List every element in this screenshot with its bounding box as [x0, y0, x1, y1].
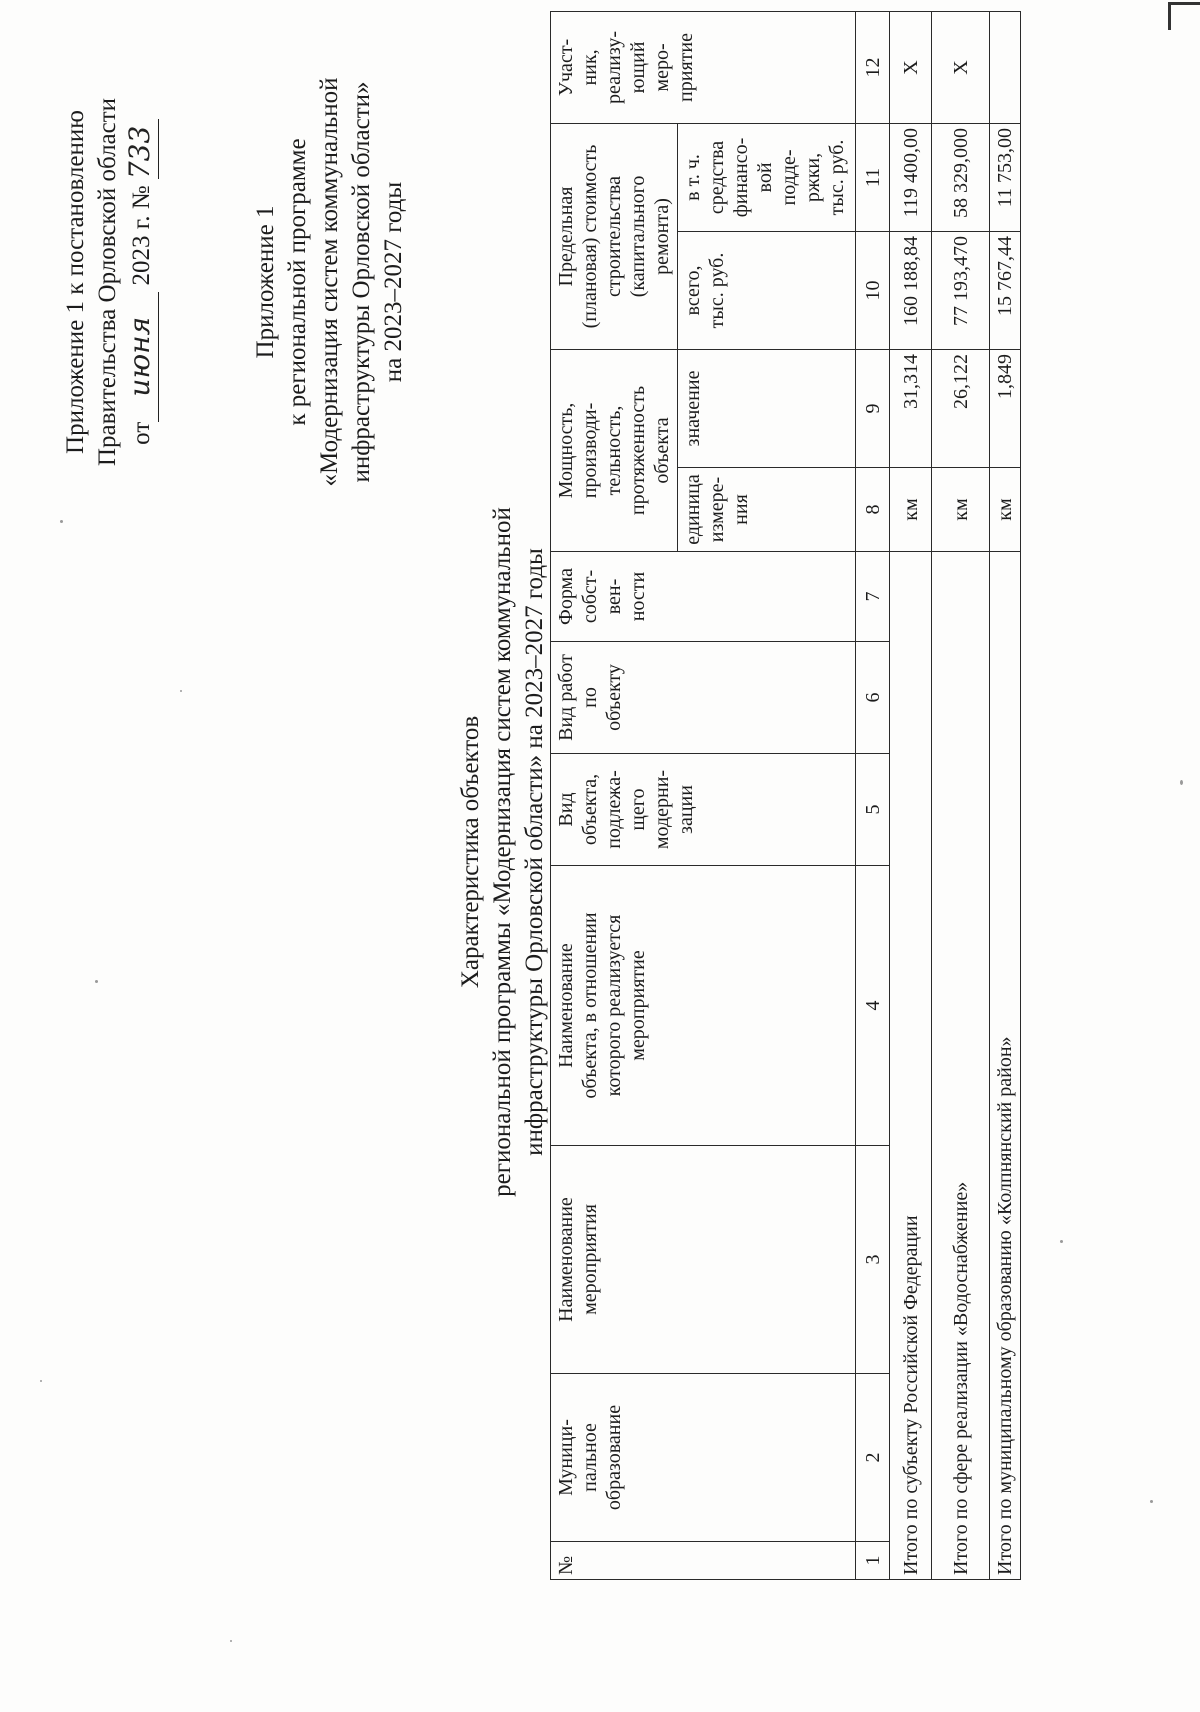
- column-number-2: 2: [856, 1374, 890, 1542]
- header-work-type: Вид работ по объекту: [551, 642, 856, 754]
- total-unit: км: [890, 468, 932, 552]
- handwritten-date: [124, 292, 159, 422]
- scan-corner-mark: [1168, 2, 1200, 5]
- total-label: Итого по сфере реализации «Водоснабжение»: [932, 552, 990, 1580]
- appendix-line-5: на 2023–2027 годы: [380, 181, 407, 383]
- handwritten-date-text: июня: [123, 316, 156, 397]
- scan-speck: [40, 1380, 42, 1382]
- table-row: [990, 11, 1021, 1579]
- total-cost: 15 767,44: [990, 231, 1021, 349]
- column-number-5: 5: [856, 754, 890, 866]
- column-number-3: 3: [856, 1146, 890, 1374]
- total-cost: 160 188,84: [890, 231, 932, 349]
- total-value: 26,122: [932, 349, 990, 467]
- column-number-8: 8: [856, 468, 890, 552]
- title-line-1: Характеристика объектов: [457, 715, 484, 989]
- approval-line-2: Правительства Орловской области: [94, 97, 121, 467]
- approval-date-prefix: от: [128, 421, 155, 445]
- header-municipality: Муници- пальное образование: [551, 1374, 856, 1542]
- total-value: 31,314: [890, 349, 932, 467]
- scan-speck: [230, 1640, 232, 1642]
- header-ownership: Форма собст- вен- ности: [551, 552, 856, 642]
- total-participant: Х: [932, 11, 990, 123]
- approval-line-3: [124, 32, 159, 532]
- scan-speck: [95, 980, 98, 983]
- header-cost: Предельная (плановая) стоимость строительства (капитального ремонта): [551, 123, 678, 349]
- scan-speck: [180, 690, 182, 692]
- title-line-2: региональной программы «Модернизация систем коммунальной: [489, 507, 516, 1197]
- column-number-12: 12: [856, 11, 890, 123]
- scan-corner-mark: [1168, 2, 1171, 30]
- table-row: [890, 11, 932, 1579]
- header-object-name: Наименование объекта, в отношении которого реализуется мероприятие: [551, 866, 856, 1146]
- total-participant: [990, 11, 1021, 123]
- total-fund: 119 400,00: [890, 123, 932, 231]
- approval-stamp-block: [60, 32, 159, 532]
- appendix-line-4: инфраструктуры Орловской области»: [348, 81, 375, 483]
- document-title: [455, 292, 551, 1412]
- total-label: Итого по субъекту Российской Федерации: [890, 552, 932, 1580]
- column-number-row: [856, 11, 890, 1579]
- total-value: 1,849: [990, 349, 1021, 467]
- approval-year-number: 2023 г. №: [128, 185, 155, 286]
- header-capacity-unit: единица измере- ния: [678, 468, 856, 552]
- scan-speck: [1150, 1500, 1153, 1503]
- appendix-block: [250, 32, 410, 532]
- total-unit: км: [990, 468, 1021, 552]
- handwritten-number: [124, 119, 159, 179]
- total-fund: 11 753,00: [990, 123, 1021, 231]
- header-cost-fund: в т. ч. средства финансо- вой подде- ржки, тыс. руб.: [678, 123, 856, 231]
- total-participant: Х: [890, 11, 932, 123]
- column-number-7: 7: [856, 552, 890, 642]
- total-label: Итого по муниципальному образованию «Колпнянский район»: [990, 552, 1021, 1580]
- scan-speck: [1180, 780, 1183, 785]
- appendix-line-3: «Модернизация систем коммунальной: [316, 77, 343, 487]
- header-object-type: Вид объекта, подлежа- щего модерни- зации: [551, 754, 856, 866]
- column-number-10: 10: [856, 231, 890, 349]
- table-header-row-1: [551, 11, 678, 1579]
- column-number-1: 1: [856, 1542, 890, 1580]
- column-number-4: 4: [856, 866, 890, 1146]
- title-line-3: инфраструктуры Орловской области» на 2023–2027 годы: [521, 548, 548, 1156]
- column-number-11: 11: [856, 123, 890, 231]
- approval-line-1: Приложение 1 к постановлению: [62, 110, 89, 454]
- scan-speck: [60, 520, 63, 523]
- total-fund: 58 329,000: [932, 123, 990, 231]
- header-no: №: [551, 1542, 856, 1580]
- header-cost-total: всего, тыс. руб.: [678, 231, 856, 349]
- header-capacity: Мощность, производи- тельность, протяженность объекта: [551, 349, 678, 551]
- objects-table: [550, 11, 1021, 1580]
- header-capacity-value: значение: [678, 349, 856, 467]
- table-row: [932, 11, 990, 1579]
- column-number-6: 6: [856, 642, 890, 754]
- total-unit: км: [932, 468, 990, 552]
- scan-speck: [1060, 1240, 1063, 1243]
- header-participant: Участ- ник, реализу- ющий меро- приятие: [551, 11, 856, 123]
- appendix-line-2: к региональной программе: [284, 138, 311, 426]
- appendix-line-1: Приложение 1: [252, 205, 279, 359]
- handwritten-number-text: 733: [123, 125, 156, 180]
- header-event-name: Наименование мероприятия: [551, 1146, 856, 1374]
- column-number-9: 9: [856, 349, 890, 467]
- total-cost: 77 193,470: [932, 231, 990, 349]
